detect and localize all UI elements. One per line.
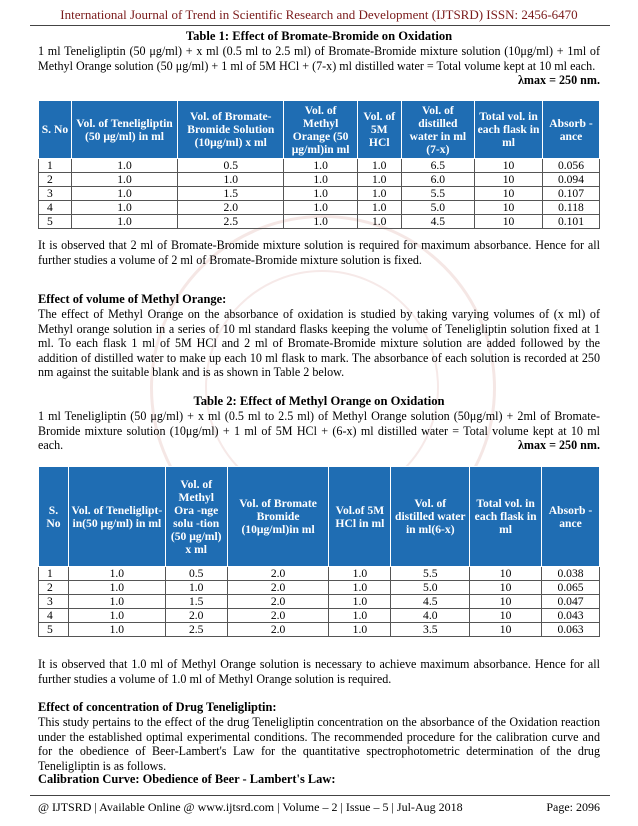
table1-cell: 1.0 — [357, 215, 401, 229]
table2-cell: 1.0 — [68, 609, 165, 623]
table1-cell: 1.0 — [284, 201, 357, 215]
table2-cell: 1.0 — [68, 581, 165, 595]
table1-cell: 10 — [475, 173, 543, 187]
table2-caption: Table 2: Effect of Methyl Orange on Oxidation — [193, 394, 445, 408]
table-row — [39, 595, 600, 609]
table1-cell: 10 — [475, 215, 543, 229]
table1-cell: 2.0 — [178, 201, 284, 215]
table-row — [39, 215, 600, 229]
table1-cell: 1.0 — [71, 187, 177, 201]
table2-cell: 10 — [470, 581, 542, 595]
table1-header-1: Vol. of Teneligliptin (50 μg/ml) in ml — [71, 101, 177, 159]
table2-cell: 0.063 — [542, 623, 600, 637]
table1-cell: 1.0 — [71, 159, 177, 173]
table2-cell: 1.0 — [165, 581, 227, 595]
table1-cell: 5.5 — [401, 187, 474, 201]
section-methyl-orange-title: Effect of volume of Methyl Orange: — [38, 292, 227, 306]
header-divider — [30, 25, 610, 26]
table1-cell: 2 — [39, 173, 72, 187]
table2-cell: 10 — [470, 609, 542, 623]
table2-cell: 5.5 — [391, 567, 470, 581]
table2-cell: 2.0 — [227, 595, 329, 609]
table1-cell: 1.0 — [357, 159, 401, 173]
section-methyl-orange-text: The effect of Methyl Orange on the absorbance of oxidation is studied by taking varying volumes of (x ml) of Methyl orange solution in a series of 10 ml standard flasks keeping the volume of Teneligliptin solution fixed at 1 ml. To each flask 1 ml of 5M HCl and 2 ml of Bromate-Bromide mixture solution are added followed by the addition of distilled water to make up each 10 ml flask to mark. The absorbance of each solution is recorded at 250 nm against the suitable blank and is as shown in Table 2 below. — [38, 307, 600, 379]
table-row — [39, 567, 600, 581]
table1-header-5: Vol. of distilled water in ml (7-x) — [401, 101, 474, 159]
table2-header-1: Vol. of Teneliglipt-in(50 μg/ml) in ml — [68, 467, 165, 567]
table1-cell: 5.0 — [401, 201, 474, 215]
table2-cell: 10 — [470, 567, 542, 581]
table-row — [39, 173, 600, 187]
table1-cell: 2.5 — [178, 215, 284, 229]
table1-description-text: 1 ml Teneligliptin (50 μg/ml) + x ml (0.5 ml to 2.5 ml) of Bromate-Bromide mixture solution (10μg/ml) + 1ml of Methyl Orange solution (50 μg/ml) + 1 ml of 5M HCl + (7-x) ml distilled water = Total volume kept at 10 ml each. — [38, 44, 600, 73]
table1-cell: 3 — [39, 187, 72, 201]
table2-cell: 5.0 — [391, 581, 470, 595]
table2-cell: 2.0 — [165, 609, 227, 623]
table1-cell: 1.0 — [357, 201, 401, 215]
table2-header-0: S. No — [39, 467, 69, 567]
table2-description-text: 1 ml Teneligliptin (50 μg/ml) + x ml (0.5 ml to 2.5 ml) of Methyl Orange solution (50μg/ml) + 2ml of Bromate-Bromide mixture solution (10μg/ml) + 1 ml of 5M HCl + (6-x) ml distilled water = Total volume kept at 10 ml each. — [38, 409, 600, 452]
table2-cell: 2.0 — [227, 609, 329, 623]
table-row — [39, 623, 600, 637]
table1-cell: 0.107 — [542, 187, 599, 201]
table2-cell: 5 — [39, 623, 69, 637]
table2 — [38, 466, 600, 637]
table1-header-3: Vol. of Methyl Orange (50 μg/ml)in ml — [284, 101, 357, 159]
table2-cell: 2.0 — [227, 623, 329, 637]
table2-cell: 1.0 — [68, 595, 165, 609]
table1-cell: 1 — [39, 159, 72, 173]
table1 — [38, 100, 600, 229]
table2-header-3: Vol. of Bromate Bromide (10μg/ml)in ml — [227, 467, 329, 567]
table2-cell: 0.047 — [542, 595, 600, 609]
calibration-curve-subtitle: Calibration Curve: Obedience of Beer - Lambert's Law: — [38, 772, 336, 786]
table2-cell: 1.0 — [68, 623, 165, 637]
table1-cell: 6.5 — [401, 159, 474, 173]
table2-cell: 0.065 — [542, 581, 600, 595]
table2-cell: 4.0 — [391, 609, 470, 623]
table2-cell: 2 — [39, 581, 69, 595]
table1-cell: 1.0 — [284, 173, 357, 187]
table2-cell: 0.038 — [542, 567, 600, 581]
table1-cell: 1.0 — [284, 187, 357, 201]
table-row — [39, 159, 600, 173]
table1-cell: 1.5 — [178, 187, 284, 201]
table1-cell: 6.0 — [401, 173, 474, 187]
table2-cell: 1.0 — [329, 581, 391, 595]
table1-cell: 0.118 — [542, 201, 599, 215]
table1-caption: Table 1: Effect of Bromate-Bromide on Oxidation — [185, 29, 453, 43]
table2-cell: 1.0 — [68, 567, 165, 581]
table1-cell: 0.094 — [542, 173, 599, 187]
table1-cell: 10 — [475, 201, 543, 215]
table1-cell: 10 — [475, 187, 543, 201]
table1-cell: 4 — [39, 201, 72, 215]
journal-header: International Journal of Trend in Scientific Research and Development (IJTSRD) ISSN: 2456-6470 — [60, 7, 578, 22]
table1-cell: 1.0 — [71, 215, 177, 229]
table1-cell: 1.0 — [71, 201, 177, 215]
footer-journal-info: @ IJTSRD | Available Online @ www.ijtsrd.com | Volume – 2 | Issue – 5 | Jul-Aug 2018 — [38, 800, 463, 814]
table2-header-4: Vol.of 5M HCl in ml — [329, 467, 391, 567]
page-footer — [38, 800, 600, 815]
table1-header-7: Absorb -ance — [542, 101, 599, 159]
table1-header-0: S. No — [39, 101, 72, 159]
table2-cell: 10 — [470, 623, 542, 637]
table2-cell: 4 — [39, 609, 69, 623]
table-row — [39, 187, 600, 201]
table1-header-6: Total vol. in each flask in ml — [475, 101, 543, 159]
table2-cell: 1 — [39, 567, 69, 581]
table2-cell: 1.0 — [329, 567, 391, 581]
table2-cell: 4.5 — [391, 595, 470, 609]
table1-cell: 1.0 — [357, 187, 401, 201]
table2-cell: 1.5 — [165, 595, 227, 609]
table2-description — [38, 409, 600, 453]
table1-cell: 0.5 — [178, 159, 284, 173]
table2-cell: 2.5 — [165, 623, 227, 637]
table1-lambda: λmax = 250 nm. — [517, 73, 600, 87]
table1-cell: 1.0 — [357, 173, 401, 187]
table2-cell: 3 — [39, 595, 69, 609]
table-row — [39, 609, 600, 623]
section-drug-concentration-title: Effect of concentration of Drug Teneligliptin: — [38, 700, 277, 714]
table1-header-4: Vol. of 5M HCl — [357, 101, 401, 159]
table1-cell: 0.056 — [542, 159, 599, 173]
table-row — [39, 581, 600, 595]
table2-lambda: λmax = 250 nm. — [517, 438, 600, 452]
table1-cell: 1.0 — [284, 215, 357, 229]
page-number: Page: 2096 — [546, 800, 600, 814]
table2-header-6: Total vol. in each flask in ml — [470, 467, 542, 567]
table1-description — [38, 44, 600, 88]
table-row — [39, 201, 600, 215]
table2-header-7: Absorb -ance — [542, 467, 600, 567]
table1-cell: 1.0 — [284, 159, 357, 173]
table2-cell: 2.0 — [227, 567, 329, 581]
table2-cell: 0.5 — [165, 567, 227, 581]
table2-cell: 1.0 — [329, 609, 391, 623]
table2-cell: 1.0 — [329, 595, 391, 609]
paragraph-bromate-result: It is observed that 2 ml of Bromate-Bromide mixture solution is required for maximum absorbance. Hence for all further studies a volume of 2 ml of Bromate-Bromide mixture solution is fixed. — [38, 238, 600, 267]
table2-header-2: Vol. of Methyl Ora -nge solu -tion (50 μg/ml) x ml — [165, 467, 227, 567]
table1-cell: 5 — [39, 215, 72, 229]
footer-divider — [30, 795, 610, 796]
table2-cell: 3.5 — [391, 623, 470, 637]
table1-cell: 0.101 — [542, 215, 599, 229]
paragraph-methyl-orange-result: It is observed that 1.0 ml of Methyl Orange solution is necessary to achieve maximum absorbance. Hence for all further studies a volume of 1.0 ml of Methyl Orange solution is required. — [38, 657, 600, 686]
table2-cell: 2.0 — [227, 581, 329, 595]
table1-cell: 4.5 — [401, 215, 474, 229]
table2-cell: 10 — [470, 595, 542, 609]
table1-cell: 1.0 — [71, 173, 177, 187]
table1-cell: 10 — [475, 159, 543, 173]
table2-cell: 0.043 — [542, 609, 600, 623]
table1-header-2: Vol. of Bromate-Bromide Solution (10μg/ml) x ml — [178, 101, 284, 159]
table1-cell: 1.0 — [178, 173, 284, 187]
table2-header-5: Vol. of distilled water in ml(6-x) — [391, 467, 470, 567]
table2-cell: 1.0 — [329, 623, 391, 637]
section-drug-concentration-text: This study pertains to the effect of the drug Teneligliptin concentration on the absorbance of the Oxidation reaction under the established optimal experimental conditions. The recommended procedure for the calibration curve and for the obedience of Beer-Lambert's Law for the quantitative spectrophotometric determination of the drug Teneligliptin is as follows. — [38, 715, 600, 773]
